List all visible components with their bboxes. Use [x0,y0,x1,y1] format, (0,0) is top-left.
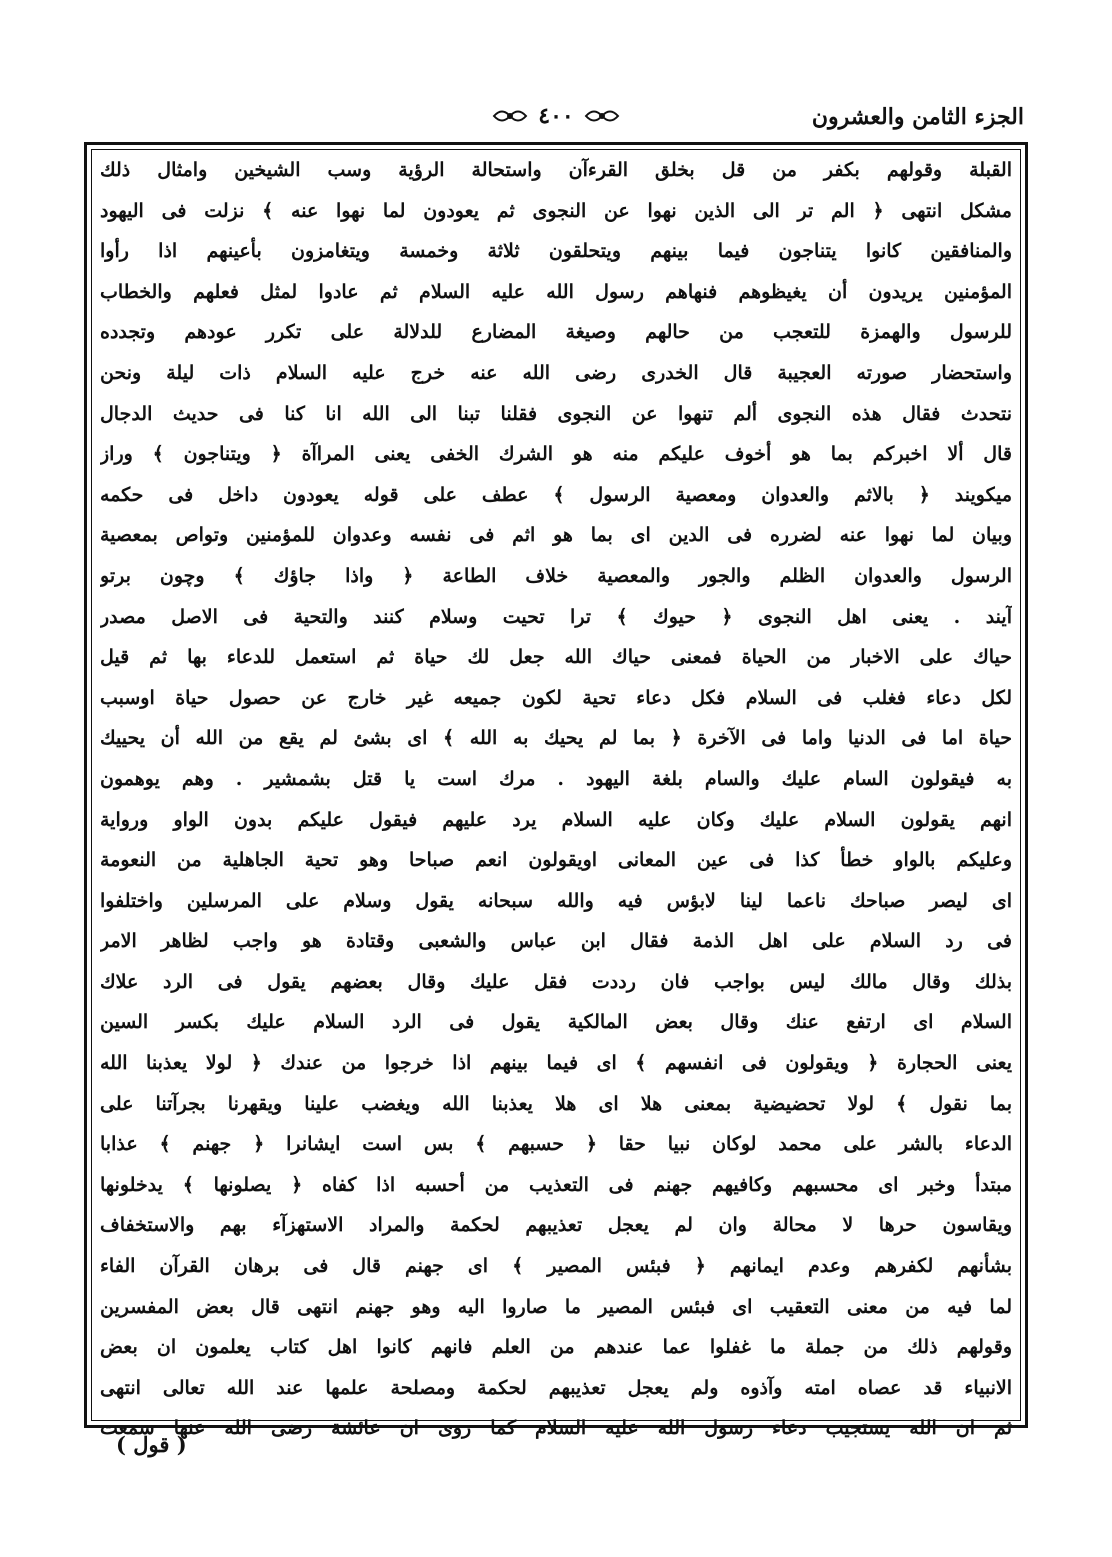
page-number-block [476,100,636,132]
text-line: وقولهم ذلك من جملة ما غفلوا عما عندهم من العلم فانهم كانوا اهل كتاب يعلمون ان بعض [100,1336,1012,1359]
catchword: ( قول ) [116,1432,187,1457]
text-line: بما نقول ﴾ لولا تحضيضية بمعنى هلا اى هلا يعذبنا الله ويغضب علينا ويقهرنا بجرآتنا على [100,1092,1012,1115]
text-line: واستحضار صورته العجيبة قال الخدرى رضى الله عنه خرج عليه السلام ذات ليلة ونحن [100,361,1012,384]
text-line: والمنافقين كانوا يتناجون فيما بينهم ويتحلقون ثلاثة وخمسة ويتغامزون بأعينهم اذا رأوا [100,240,1012,263]
text-line: لكل دعاء فغلب فى السلام فكل دعاء تحية لكون جميعه غير خارج عن حصول حياة اوسبب [100,686,1012,709]
text-body [100,150,1012,1449]
text-line: المؤمنين يريدون أن يغيظوهم فنهاهم رسول الله عليه السلام ثم عادوا لمثل فعلهم والخطاب [100,280,1012,303]
text-line: وعليكم بالواو خطأ كذا فى عين المعانى اويقولون انعم صباحا وهو تحية الجاهلية من النعومة [100,849,1012,872]
text-line: بشأنهم لكفرهم وعدم ايمانهم ﴿ فبئس المصير ﴾ اى جهنم قال فى برهان القرآن الفاء [100,1255,1012,1278]
text-line: مبتدأ وخبر اى محسبهم وكافيهم جهنم فى التعذيب من أحسبه اذا كفاه ﴿ يصلونها ﴾ يدخلونها [100,1173,1012,1196]
text-line: قال ألا اخبركم بما هو أخوف عليكم منه هو الشرك الخفى يعنى المراآة ﴿ ويتناجون ﴾ وراز [100,443,1012,466]
text-line: يعنى الحجارة ﴿ ويقولون فى انفسهم ﴾ اى فيما بينهم اذا خرجوا من عندك ﴿ لولا يعذبنا الله [100,1052,1012,1075]
page-header [88,96,1024,136]
text-line: انهم يقولون السلام عليك وكان عليه السلام يرد عليهم فيقول عليكم بدون الواو ورواية [100,808,1012,831]
text-line: اى ليصر صباحك ناعما لينا لابؤس فيه والله سبحانه يقول وسلام على المرسلين واختلفوا [100,889,1012,912]
page-number: ٤٠٠ [538,103,574,129]
text-line: مشكل انتهى ﴿ الم تر الى الذين نهوا عن النجوى ثم يعودون لما نهوا عنه ﴾ نزلت فى اليهود [100,199,1012,222]
running-title: الجزء الثامن والعشرون [811,104,1024,130]
text-line: آيند . يعنى اهل النجوى ﴿ حيوك ﴾ ترا تحيت وسلام كنند والتحية فى الاصل مصدر [100,605,1012,628]
ornament-right-icon [492,106,528,126]
text-line: القبلة وقولهم بكفر من قل بخلق القرءآن واستحالة الرؤية وسب الشيخين وامثال ذلك [100,159,1012,181]
text-line: به فيقولون السام عليك والسام بلغة اليهود . مرك است يا قتل بشمشير . وهم يوهمون [100,767,1012,790]
text-line: ثم ان الله يستجيب دعاء رسول الله عليه السلام كما روى ان عائشة رضى الله عنها سمعت [100,1417,1012,1440]
text-line: وبيان لما نهوا عنه لضرره فى الدين اى بما هو اثم فى نفسه وعدوان للمؤمنين وتواص بمعصية [100,524,1012,547]
text-line: ويقاسون حرها لا محالة وان لم يعجل تعذيبهم لحكمة والمراد الاستهزآء بهم والاستخفاف [100,1214,1012,1237]
text-line: الدعاء بالشر على محمد لوكان نبيا حقا ﴿ حسبهم ﴾ بس است ايشانرا ﴿ جهنم ﴾ عذابا [100,1133,1012,1156]
text-line: نتحدث فقال هذه النجوى ألم تنهوا عن النجوى فقلنا تبنا الى الله انا كنا فى حديث الدجال [100,402,1012,425]
ornament-left-icon [584,106,620,126]
text-line: الانبياء قد عصاه امته وآذوه ولم يعجل تعذيبهم لحكمة ومصلحة علمها عند الله تعالى انتهى [100,1376,1012,1399]
text-line: فى رد السلام على اهل الذمة فقال ابن عباس والشعبى وقتادة هو واجب لظاهر الامر [100,930,1012,953]
text-line: حياة اما فى الدنيا واما فى الآخرة ﴿ بما لم يحيك به الله ﴾ اى بشئ لم يقع من الله أن يحييك [100,727,1012,750]
text-line: حياك على الاخبار من الحياة فمعنى حياك الله جعل لك حياة ثم استعمل للدعاء بها ثم قيل [100,646,1012,669]
text-line: للرسول والهمزة للتعجب من حالهم وصيغة المضارع للدلالة على تكرر عودهم وتجدده [100,321,1012,344]
text-line: الرسول والعدوان الظلم والجور والمعصية خلاف الطاعة ﴿ واذا جاؤك ﴾ وچون برتو [100,564,1012,587]
text-line: السلام اى ارتفع عنك وقال بعض المالكية يقول فى الرد السلام عليك بكسر السين [100,1011,1012,1034]
text-line: بذلك وقال مالك ليس بواجب فان رددت فقل عليك وقال بعضهم يقول فى الرد علاك [100,970,1012,993]
text-line: لما فيه من معنى التعقيب اى فبئس المصير ما صاروا اليه وهو جهنم انتهى قال بعض المفسرين [100,1295,1012,1318]
text-line: ميكويند ﴿ بالاثم والعدوان ومعصية الرسول ﴾ عطف على قوله يعودون داخل فى حكمه [100,483,1012,506]
